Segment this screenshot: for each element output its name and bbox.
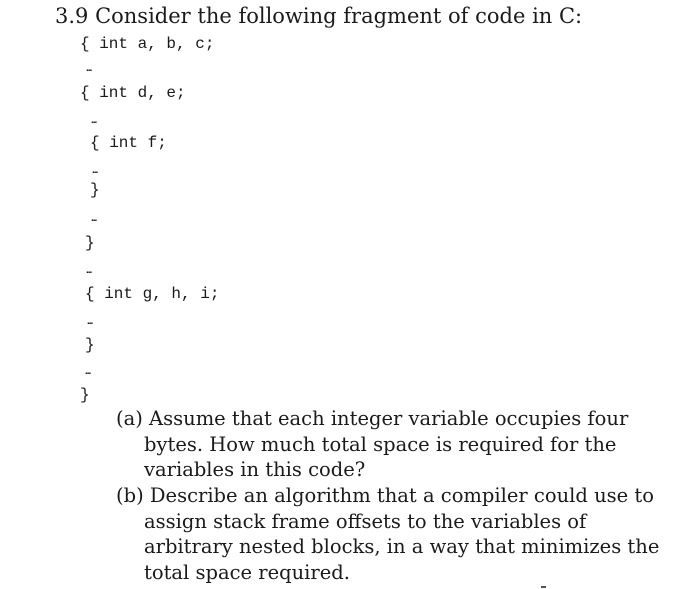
code-ellipsis: ... (91, 213, 97, 224)
code-ellipsis: ... (85, 366, 91, 377)
code-line: } (90, 181, 100, 199)
code-line: } (85, 234, 95, 252)
scan-mark (541, 586, 546, 588)
question-a-text: (a) Assume that each integer variable occupies four bytes. How much total space is required for the variables in this code? (116, 407, 629, 481)
code-ellipsis: ... (87, 316, 93, 327)
code-ellipsis: ... (92, 165, 98, 176)
question-b-text: (b) Describe an algorithm that a compiler could use to assign stack frame offsets to the variables of arbitrary nested blocks, in a way that minimizes the total space required. (116, 484, 660, 584)
code-line: } (80, 386, 90, 404)
code-ellipsis: ... (86, 265, 92, 276)
code-ellipsis: ... (86, 63, 92, 74)
code-line: { int d, e; (80, 84, 186, 102)
code-ellipsis: ... (91, 115, 97, 126)
code-line: { int f; (90, 134, 167, 152)
problem-heading: 3.9 Consider the following fragment of code in C: (55, 4, 583, 28)
code-line: { int g, h, i; (85, 285, 220, 303)
code-line: } (85, 336, 95, 354)
question-b (116, 483, 661, 585)
question-a (116, 406, 661, 483)
code-line: { int a, b, c; (80, 35, 215, 53)
